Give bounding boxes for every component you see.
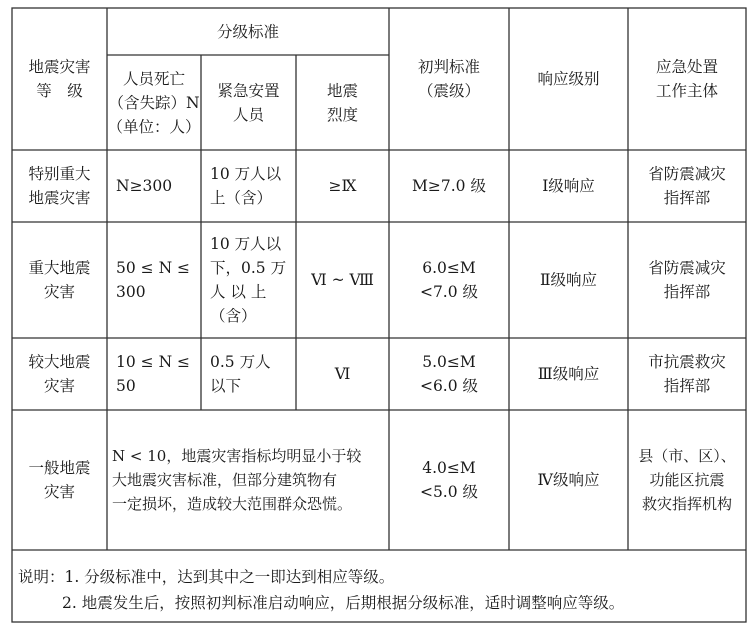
- row4-initial: 4.0≤M <5.0 级: [419, 459, 479, 501]
- header-deaths: 人员死亡 （含失踪）N （单位：人）: [107, 69, 201, 136]
- row3-body: 市抗震救灾 指挥部: [648, 353, 726, 395]
- row1-body: 省防震减灾 指挥部: [648, 165, 726, 207]
- row1-grade: 特别重大 地震灾害: [28, 165, 91, 207]
- row2-body: 省防震减灾 指挥部: [648, 259, 726, 301]
- row3-grade: 较大地震 灾害: [28, 353, 91, 395]
- row2-grade: 重大地震 灾害: [28, 259, 91, 301]
- row1-intensity: ≥Ⅸ: [328, 177, 357, 195]
- row3-relocation: 0.5 万人 以下: [210, 353, 271, 395]
- row2-relocation: 10 万人以 下，0.5 万 人 以 上 （含）: [210, 235, 287, 325]
- row2-deaths: 50 ≤ N ≤ 300: [116, 259, 191, 301]
- row1-relocation: 10 万人以 上（含）: [210, 165, 282, 207]
- row3-intensity: Ⅵ: [334, 365, 351, 383]
- note-1: 说明：1. 分级标准中，达到其中之一即达到相应等级。: [18, 568, 395, 586]
- row2-intensity: Ⅵ ~ Ⅷ: [311, 271, 374, 289]
- row4-body: 县（市、区）、 功能区抗震 救灾指挥机构: [638, 447, 736, 513]
- header-body: 应急处置 工作主体: [655, 58, 718, 100]
- row3-initial: 5.0≤M <6.0 级: [419, 353, 479, 395]
- row1-response: Ⅰ级响应: [542, 177, 595, 195]
- row4-merged-criteria: N < 10，地震灾害指标均明显小于较 大地震灾害标准，但部分建筑物有 一定损坏，造成较大范围群众恐慌。: [112, 447, 362, 513]
- row1-initial: M≥7.0 级: [412, 177, 486, 195]
- row1-deaths: N≥300: [116, 177, 173, 195]
- header-criteria: 分级标准: [216, 22, 279, 41]
- header-grade: 地震灾害 等 级: [28, 58, 91, 100]
- row2-response: Ⅱ级响应: [539, 271, 598, 289]
- row3-response: Ⅲ级响应: [537, 365, 600, 383]
- row2-initial: 6.0≤M <7.0 级: [419, 259, 479, 301]
- note-2: 2. 地震发生后，按照初判标准启动响应，后期根据分级标准，适时调整响应等级。: [62, 594, 625, 612]
- header-relocation: 紧急安置 人员: [217, 81, 280, 124]
- header-intensity: 地震 烈度: [326, 81, 358, 124]
- row3-deaths: 10 ≤ N ≤ 50: [116, 353, 191, 395]
- header-response: 响应级别: [537, 70, 600, 88]
- row4-response: Ⅳ级响应: [537, 471, 600, 489]
- row4-grade: 一般地震 灾害: [28, 459, 91, 501]
- header-initial: 初判标准 （震级）: [417, 58, 480, 100]
